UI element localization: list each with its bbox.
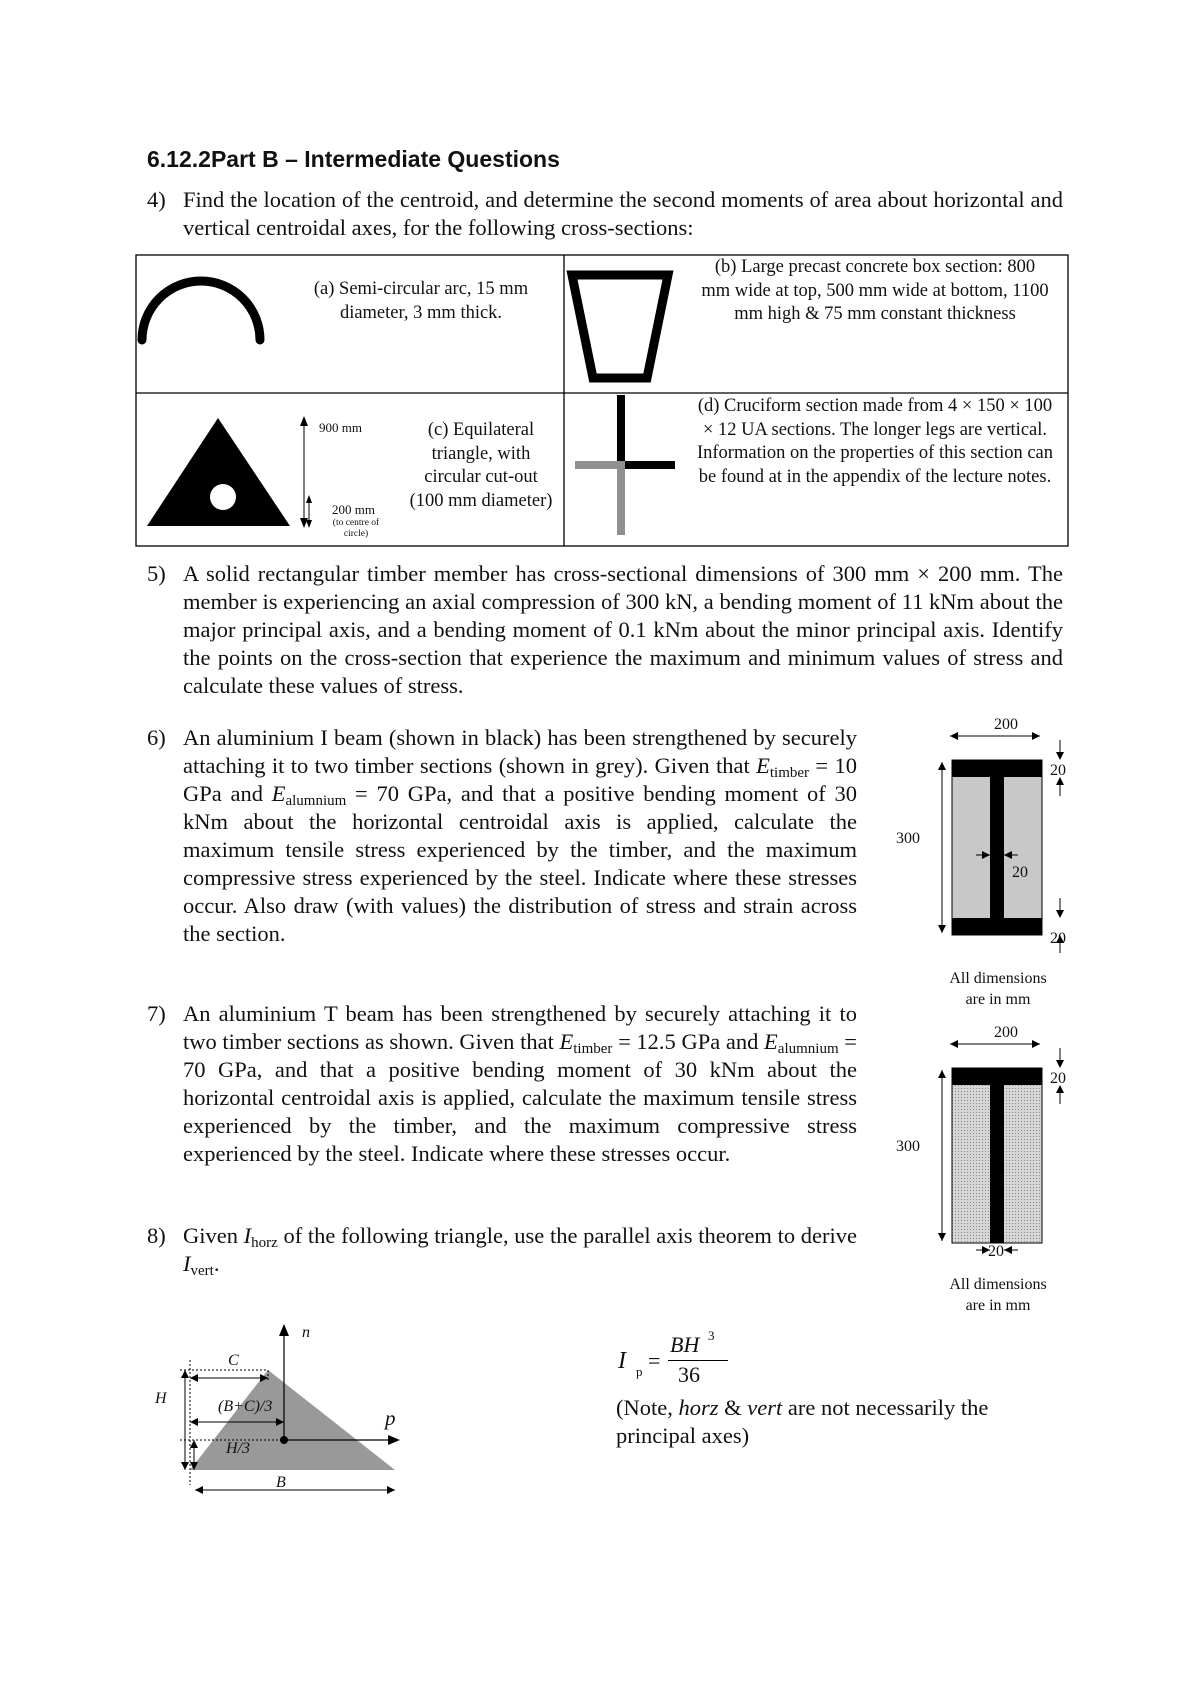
- semicircular-arc-figure: [130, 270, 290, 350]
- q8-number: 8): [147, 1223, 166, 1248]
- q8-label-bc3: (B+C)/3: [218, 1398, 273, 1415]
- q4c-dim-900: 900 mm: [319, 420, 362, 435]
- q7-dim-web: 20: [988, 1243, 1004, 1260]
- q8-label-H3: H/3: [226, 1440, 250, 1457]
- q7-number: 7): [147, 1001, 166, 1026]
- q6-number: 6): [147, 725, 166, 750]
- section-heading: 6.12.2Part B – Intermediate Questions: [147, 146, 560, 172]
- q5-text: A solid rectangular timber member has cross-sectional dimensions of 300 mm × 200 mm. The member is experiencing an axial compression of 300 kN, a bending moment of 11 kNm about the major principal axis, and a bending moment of 0.1 kNm about the minor principal axis. Identify the points on the cross-section that experience the maximum and minimum values of stress and calculate these values of stress.: [183, 561, 1063, 698]
- q6-dim-width: 200: [994, 716, 1018, 733]
- q6-dim-web: 20: [1012, 864, 1028, 881]
- q6-dim-flange-bottom: 20: [1050, 930, 1066, 947]
- q4c-caption: (c) Equilateral triangle, with circular cut-out (100 mm diameter): [409, 420, 553, 511]
- q4-number: 4): [147, 187, 166, 212]
- q5-number: 5): [147, 561, 166, 586]
- q7-dim-width: 200: [994, 1024, 1018, 1041]
- q7-dim-height: 300: [896, 1138, 920, 1155]
- q8-label-C: C: [228, 1352, 239, 1369]
- q8-text: Given $I_{horz}$ of the following triangle, use the parallel axis theorem to derive $I_{vert}$.: [183, 1223, 857, 1279]
- q6-text: An aluminium I beam (shown in black) has been strengthened by securely attaching it to two timber sections (shown in grey). Given that $E_{timber} = 10$ GPa and $E_{alumnium} = 70$ GPa, and that a positive bending moment of 30 kNm about the horizontal centroidal axis is applied, calculate the maximum tensile stress experienced by the timber, and the maximum compressive stress experienced by the steel. Indicate where these stresses occur. Also draw (with values) the distribution of stress and strain across the section.: [183, 725, 857, 946]
- q4a-caption: (a) Semi-circular arc, 15 mm diameter, 3 mm thick.: [313, 279, 529, 323]
- q4c-dim-note: (to centre of circle): [332, 518, 380, 539]
- q6-units-note: All dimensions are in mm: [949, 970, 1047, 1008]
- q8-label-n: n: [302, 1324, 310, 1341]
- q4-text: Find the location of the centroid, and determine the second moments of area about horizontal and vertical centroidal axes, for the following cross-sections:: [183, 187, 1063, 240]
- q7-units-note: All dimensions are in mm: [949, 1276, 1047, 1314]
- q7-dim-flange-top: 20: [1050, 1070, 1066, 1087]
- q4b-caption: (b) Large precast concrete box section: 800 mm wide at top, 500 mm wide at bottom, 1100 mm high & 75 mm constant thickness: [701, 257, 1049, 324]
- q4c-dim-200: 200 mm: [332, 502, 375, 517]
- cruciform-figure: [570, 395, 680, 545]
- q4d-caption: (d) Cruciform section made from 4 × 150 × 100 × 12 UA sections. The longer legs are vertical. Information on the properties of this section can be found at in the appendix of the lecture notes.: [696, 396, 1054, 487]
- q6-dim-flange-top: 20: [1050, 762, 1066, 779]
- q8-label-H: H: [155, 1390, 167, 1407]
- q7-text: An aluminium T beam has been strengthened by securely attaching it to two timber sections as shown. Given that $E_{timber} = 12.5$ GPa and $E_{alumnium} = 70$ GPa, and that a positive bending moment of 30 kNm about the horizontal centroidal axis is applied, calculate the maximum tensile stress experienced by the timber, and the maximum compressive stress experienced by the steel. Indicate where these stresses occur.: [183, 1001, 857, 1166]
- q6-dim-height: 300: [896, 830, 920, 847]
- formula-note: (Note, horz & vert are not necessarily the principal axes): [616, 1395, 989, 1448]
- q8-label-B: B: [276, 1474, 286, 1491]
- q8-label-p: p: [385, 1406, 396, 1430]
- parallel-axis-formula: I p = BH 3 36: [616, 1332, 736, 1392]
- box-section-figure: [560, 260, 680, 390]
